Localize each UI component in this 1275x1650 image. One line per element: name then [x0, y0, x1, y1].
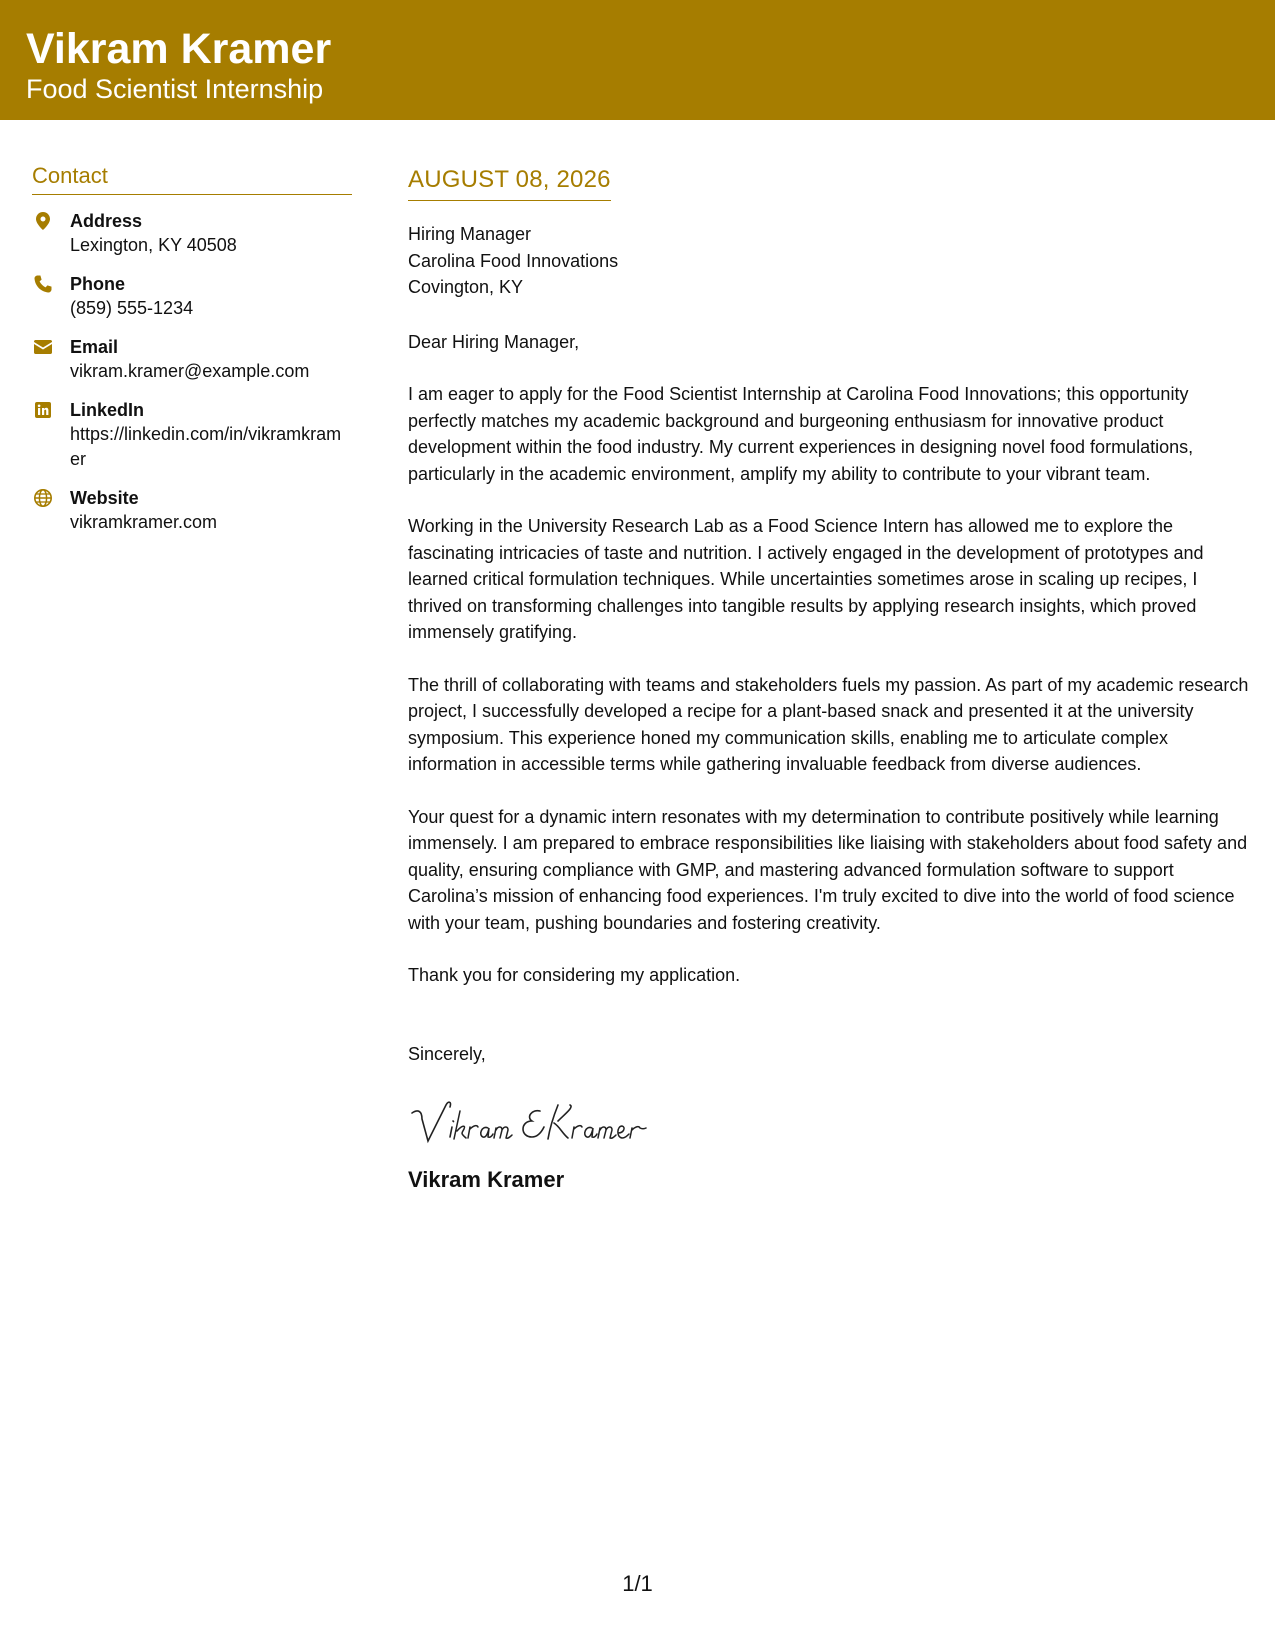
- signed-name: Vikram Kramer: [408, 1167, 565, 1192]
- salutation: Dear Hiring Manager,: [408, 331, 580, 352]
- recipient-title: Hiring Manager: [408, 224, 532, 244]
- paragraph-5: Thank you for considering my application.: [408, 965, 741, 985]
- handwritten-signature: [408, 1091, 708, 1151]
- phone-value: (859) 555-1234: [70, 298, 194, 318]
- phone-label: Phone: [70, 274, 126, 294]
- contact-item-phone: [32, 272, 352, 321]
- letter-date: AUGUST 08, 2026: [408, 163, 611, 201]
- envelope-icon: [34, 338, 52, 356]
- recipient-location: Covington, KY: [408, 277, 524, 297]
- contact-section-title: Contact: [32, 160, 352, 195]
- email-label: Email: [70, 337, 119, 357]
- linkedin-icon: [34, 401, 52, 419]
- address-value: Lexington, KY 40508: [70, 235, 237, 255]
- contact-sidebar: [32, 160, 352, 535]
- contact-item-website: [32, 486, 352, 535]
- closing: Sincerely,: [408, 1043, 486, 1064]
- linkedin-label: LinkedIn: [70, 400, 145, 420]
- applicant-name: Vikram Kramer: [26, 25, 332, 73]
- letter-body: [408, 163, 1250, 1195]
- globe-icon: [34, 489, 52, 507]
- paragraph-1: I am eager to apply for the Food Scientist Internship at Carolina Food Innovations; this opportunity perfectly matches my academic background and burgeoning enthusiasm for innovative product development within the food industry. My current experiences in designing novel food formulations, particularly in the academic environment, amplify my ability to contribute to your vibrant team.: [408, 384, 1194, 484]
- website-label: Website: [70, 488, 139, 508]
- paragraph-3: The thrill of collaborating with teams and stakeholders fuels my passion. As part of my academic research project, I successfully developed a recipe for a plant-based snack and presented it at the university symposium. This experience honed my communication skills, enabling me to articulate complex information in accessible terms while gathering invaluable feedback from diverse audiences.: [408, 674, 1249, 774]
- recipient-company: Carolina Food Innovations: [408, 250, 619, 271]
- website-value: vikramkramer.com: [70, 512, 218, 532]
- recipient-block: [408, 221, 1250, 301]
- map-pin-icon: [34, 212, 52, 230]
- linkedin-value: https://linkedin.com/in/vikramkramer: [70, 424, 342, 469]
- page-number: 1/1: [622, 1571, 653, 1596]
- paragraph-4: Your quest for a dynamic intern resonates with my determination to contribute positively while learning immensely. I am prepared to embrace responsibilities like liaising with stakeholders about food safety and quality, ensuring compliance with GMP, and mastering advanced formulation software to support Carolina’s mission of enhancing food experiences. I'm truly excited to dive into the world of food science with your team, pushing boundaries and fostering creativity.: [408, 806, 1248, 933]
- address-label: Address: [70, 211, 143, 231]
- contact-item-email: [32, 335, 352, 384]
- header-banner: [0, 0, 1275, 120]
- phone-icon: [34, 275, 52, 293]
- contact-item-address: [32, 209, 352, 258]
- email-value: vikram.kramer@example.com: [70, 361, 310, 381]
- paragraph-2: Working in the University Research Lab as a Food Science Intern has allowed me to explore the fascinating intricacies of taste and nutrition. I actively engaged in the development of prototypes and learned critical formulation techniques. While uncertainties sometimes arose in scaling up recipes, I thrived on transforming challenges into tangible results by applying research insights, which proved immensely gratifying.: [408, 516, 1204, 642]
- contact-item-linkedin: [32, 398, 352, 472]
- job-title: Food Scientist Internship: [26, 74, 324, 104]
